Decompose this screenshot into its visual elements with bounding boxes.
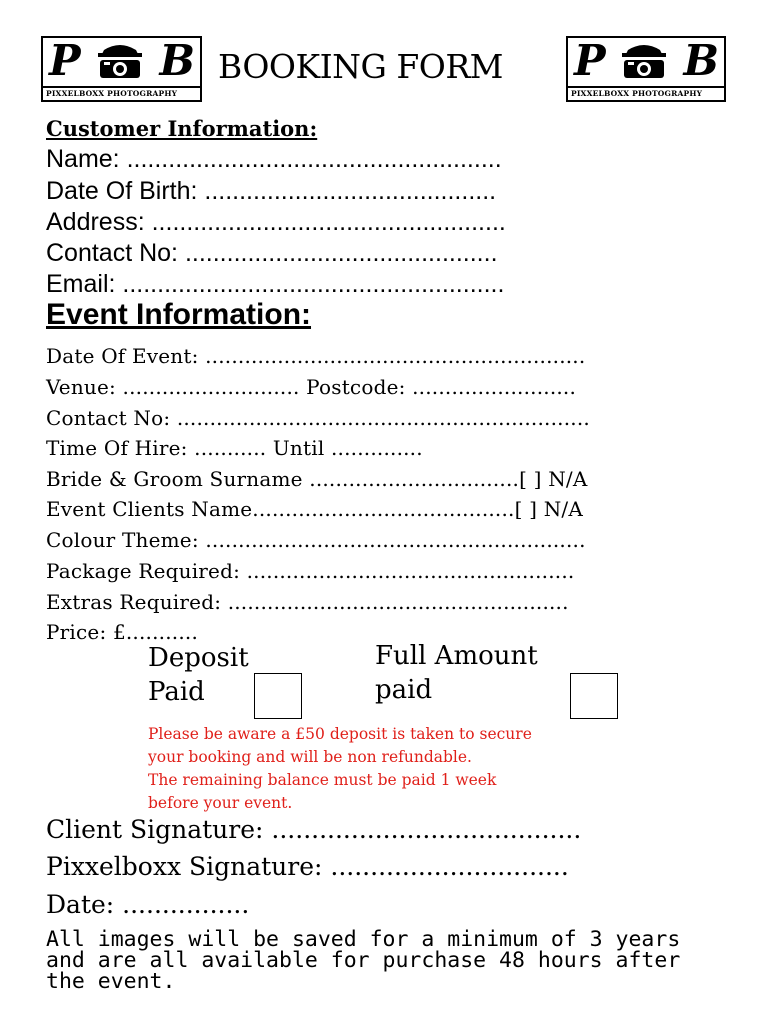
colour-theme-field[interactable]: Colour Theme: .......................................................... xyxy=(46,528,586,552)
email-field[interactable]: Email: ....................................................... xyxy=(46,270,505,298)
logo-strip-text: PIXXELBOXX PHOTOGRAPHY xyxy=(43,86,200,100)
page-title: BOOKING FORM xyxy=(218,47,503,86)
client-signature-field[interactable]: Client Signature: ....................................... xyxy=(46,815,582,844)
deposit-label-paid: Paid xyxy=(148,677,205,707)
venue-postcode-field[interactable]: Venue: ........................... Postcode: ......................... xyxy=(46,375,577,399)
camera-mascot-icon xyxy=(616,40,672,82)
price-field[interactable]: Price: £........... xyxy=(46,620,199,644)
logo-letter-b: B xyxy=(683,36,718,85)
logo-right xyxy=(566,36,726,102)
pixxelboxx-signature-field[interactable]: Pixxelboxx Signature: .............................. xyxy=(46,852,569,881)
event-contact-field[interactable]: Contact No: ............................................................... xyxy=(46,406,590,430)
deposit-label: Deposit xyxy=(148,643,249,673)
camera-mascot-icon xyxy=(92,40,148,82)
footer-line: and are all available for purchase 48 hours after xyxy=(46,948,681,973)
deposit-paid-checkbox[interactable] xyxy=(254,673,302,719)
event-info-heading: Event Information: xyxy=(46,298,312,331)
logo-strip-text: PIXXELBOXX PHOTOGRAPHY xyxy=(568,86,724,100)
package-field[interactable]: Package Required: .................................................. xyxy=(46,559,575,583)
footer-line: All images will be saved for a minimum of 3 years xyxy=(46,927,681,952)
deposit-notice-line: your booking and will be non refundable. xyxy=(148,748,472,766)
full-amount-label: Full Amount xyxy=(375,641,538,671)
full-amount-paid-checkbox[interactable] xyxy=(570,673,618,719)
event-clients-field[interactable]: Event Clients Name........................................[ ] N/A xyxy=(46,497,584,521)
logo-letter-p: P xyxy=(574,36,605,85)
deposit-notice-line: before your event. xyxy=(148,794,293,812)
name-field[interactable]: Name: ...................................................... xyxy=(46,145,502,173)
date-field[interactable]: Date: ................ xyxy=(46,890,250,919)
contact-field[interactable]: Contact No: ............................................. xyxy=(46,239,498,267)
customer-info-heading: Customer Information: xyxy=(46,116,318,141)
deposit-notice-line: The remaining balance must be paid 1 week xyxy=(148,771,497,789)
bride-groom-field[interactable]: Bride & Groom Surname ................................[ ] N/A xyxy=(46,467,588,491)
dob-field[interactable]: Date Of Birth: .......................................... xyxy=(46,177,497,205)
logo-letter-b: B xyxy=(159,36,194,85)
deposit-notice-line: Please be aware a £50 deposit is taken to secure xyxy=(148,725,532,743)
event-date-field[interactable]: Date Of Event: .......................................................... xyxy=(46,344,586,368)
footer-line: the event. xyxy=(46,969,176,994)
address-field[interactable]: Address: ................................................... xyxy=(46,208,506,236)
time-of-hire-field[interactable]: Time Of Hire: ........... Until .............. xyxy=(46,436,423,460)
extras-field[interactable]: Extras Required: .................................................... xyxy=(46,590,569,614)
logo-letter-p: P xyxy=(49,36,80,85)
full-amount-label-paid: paid xyxy=(375,675,433,705)
logo-left xyxy=(41,36,202,102)
